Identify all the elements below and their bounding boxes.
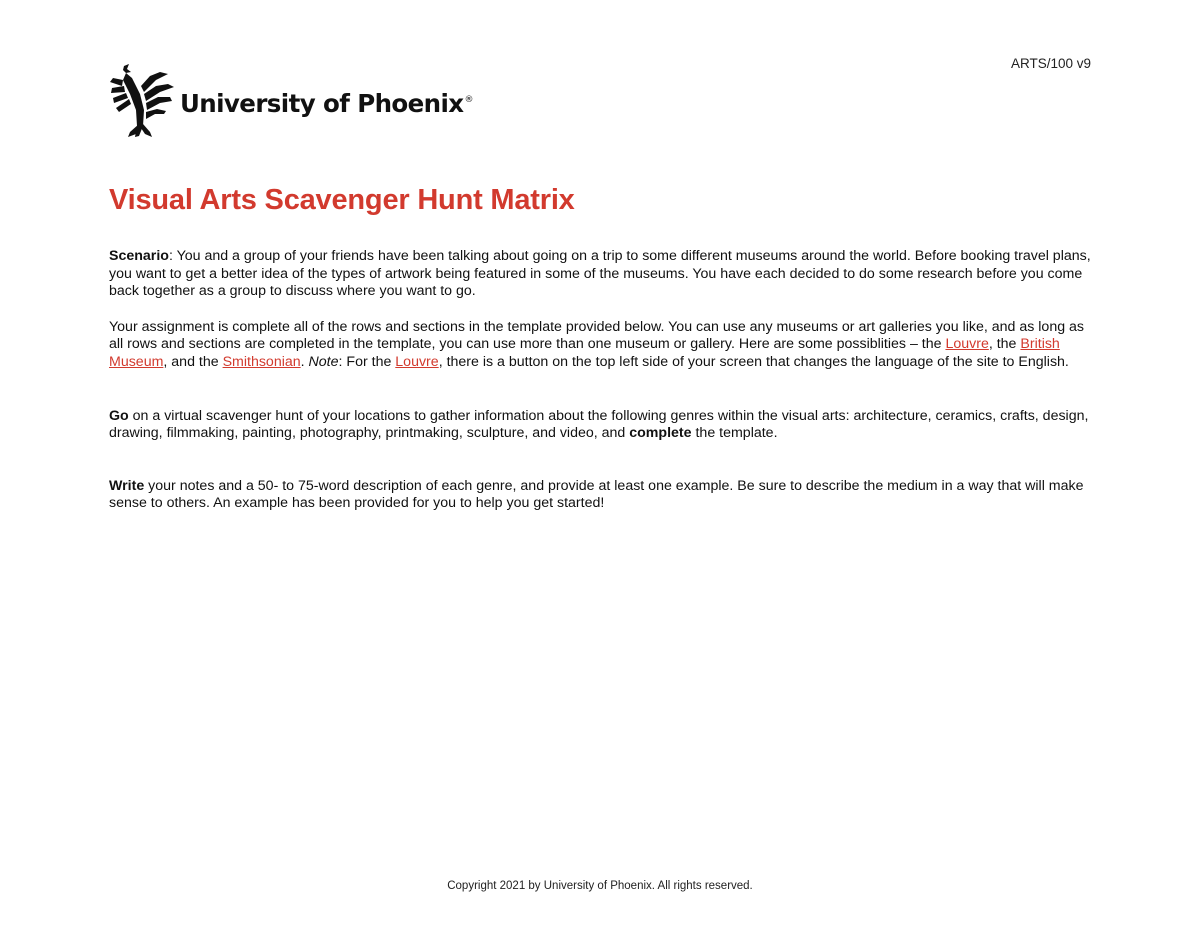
louvre-link[interactable]: Louvre (945, 336, 989, 353)
assignment-text: Your assignment is complete all of the rows and sections in the template provided below. You can use any museums or art galleries you like, and as long as all rows and sections are completed in the template, you can use more than one museum or gallery. Here are some possiblities – the (109, 318, 1085, 353)
louvre-link-2[interactable]: Louvre (395, 353, 439, 370)
university-logo (110, 64, 473, 138)
logo-name: University of Phoenix (180, 88, 464, 118)
go-paragraph (109, 408, 1094, 443)
british-museum-link[interactable]: British Museum (109, 336, 1060, 370)
assignment-text: : For the (338, 353, 396, 370)
phoenix-bird-icon (110, 64, 176, 138)
write-text: your notes and a 50- to 75-word description of each genre, and provide at least one example. Be sure to describe the medium in a way that will make sense to others. An example has been provided for you to help you get started! (109, 477, 1084, 512)
assignment-text: . (300, 353, 309, 370)
scenario-paragraph (109, 248, 1094, 301)
scenario-text: : You and a group of your friends have been talking about going on a trip to some different museums around the world. Before booking travel plans, you want to get a better idea of the types of artwork being featured in some of the museums. You have each decided to do some research before you come back together as a group to discuss where you want to go. (109, 248, 1091, 300)
copyright-footer: Copyright 2021 by University of Phoenix. All rights reserved. (447, 880, 753, 892)
note-label: Note (308, 353, 339, 370)
assignment-text: , the (988, 336, 1021, 353)
registered-mark: ® (464, 95, 473, 106)
complete-label: complete (629, 425, 692, 442)
course-code: ARTS/100 v9 (1010, 56, 1091, 71)
page-title: Visual Arts Scavenger Hunt Matrix (109, 184, 575, 216)
go-label: Go (109, 407, 129, 424)
smithsonian-link[interactable]: Smithsonian (222, 353, 301, 370)
assignment-paragraph (109, 319, 1094, 372)
write-label: Write (109, 477, 145, 494)
assignment-text: , there is a button on the top left side of your screen that changes the language of the site to English. (438, 353, 1069, 370)
logo-wordmark (180, 89, 473, 118)
scenario-label: Scenario (109, 248, 169, 264)
go-text: on a virtual scavenger hunt of your locations to gather information about the following genres within the visual arts: architecture, ceramics, crafts, design, drawing, filmmaking, painting, photography, printmaking, sculpture, and video, and (109, 407, 1089, 442)
go-text: the template. (691, 425, 778, 442)
assignment-text: , and the (163, 353, 223, 370)
write-paragraph (109, 478, 1094, 513)
instructions-body (109, 248, 1094, 513)
